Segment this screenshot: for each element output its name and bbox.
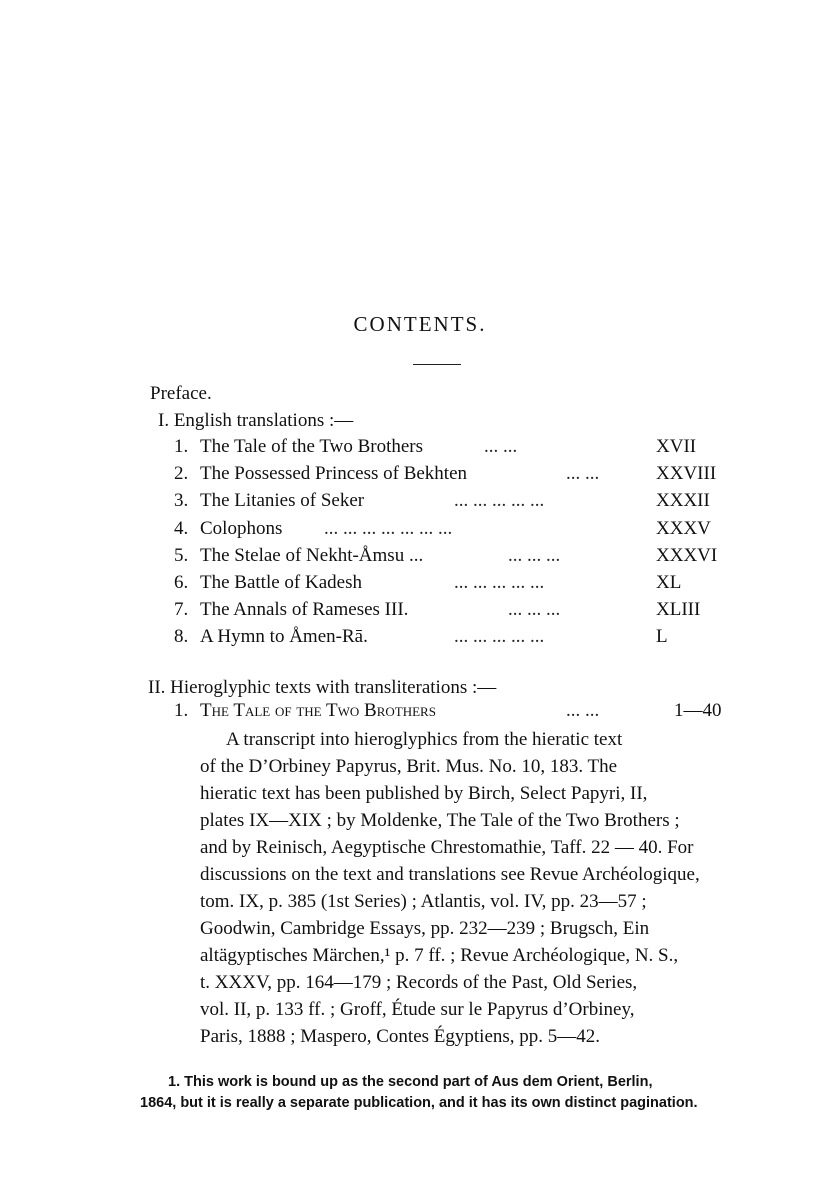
entry-page-ref: XXXV [656, 517, 711, 539]
toc-entry [174, 488, 726, 514]
entry-leader-dots: ... ... ... ... ... [454, 626, 545, 648]
entry-page-ref: XXXII [656, 490, 710, 512]
paragraph-line: vol. II, p. 133 ff. ; Groff, Étude sur le Papyrus d’Orbiney, [200, 999, 635, 1020]
paragraph-line: t. XXXV, pp. 164—179 ; Records of the Past, Old Series, [200, 972, 638, 993]
page-title: CONTENTS. [353, 312, 487, 336]
entry-leader-dots: ... ... [484, 436, 518, 457]
paragraph-line: plates IX—XIX ; by Moldenke, The Tale of the Two Brothers ; [200, 810, 680, 831]
paragraph-line: and by Reinisch, Aegyptische Chrestomathie, Taff. 22 — 40. For [200, 837, 694, 858]
paragraph-line: tom. IX, p. 385 (1st Series) ; Atlantis, vol. IV, pp. 23—57 ; [200, 891, 647, 912]
entry-title: The Tale of the Two Brothers [200, 700, 436, 721]
toc-entry [174, 597, 726, 623]
entry-number: 6. [174, 572, 189, 593]
toc-entry [174, 624, 726, 650]
entry-number: 3. [174, 490, 189, 512]
entry-number: 5. [174, 544, 189, 566]
entry-title: The Possessed Princess of Bekhten [200, 463, 468, 485]
toc-entry [174, 434, 726, 460]
section-1-heading: I. English translations :— [158, 410, 354, 431]
entry-page-ref: 1—40 [674, 700, 722, 721]
entry-page-ref: XL [656, 572, 682, 593]
entry-number: 4. [174, 517, 189, 539]
entry-leader-dots: ... ... ... ... ... ... ... [324, 517, 453, 539]
entry-leader-dots: ... ... [566, 463, 600, 485]
entry-number: 7. [174, 599, 189, 621]
entry-number: 1. [174, 436, 189, 457]
paragraph-line: of the D’Orbiney Papyrus, Brit. Mus. No. 10, 183. The [200, 756, 618, 777]
entry-number: 1. [174, 700, 189, 721]
entry-title: The Tale of the Two Brothers [200, 436, 423, 457]
entry-page-ref: XXXVI [656, 544, 718, 566]
entry-title: The Stelae of Nekht-Åmsu ... [200, 544, 424, 566]
entry-title: The Battle of Kadesh [200, 572, 362, 593]
entry-title: Colophons [200, 517, 283, 539]
entry-page-ref: XVII [656, 436, 697, 457]
entry-page-ref: XXVIII [656, 463, 717, 485]
entry-leader-dots: ... ... ... [508, 599, 561, 621]
preface-entry: Preface. [150, 383, 212, 404]
paragraph-line: discussions on the text and translations see Revue Archéologique, [200, 864, 700, 885]
entry-leader-dots: ... ... ... [508, 544, 561, 566]
entry-number: 8. [174, 626, 189, 648]
section-2-heading: II. Hieroglyphic texts with transliterations :— [148, 677, 497, 698]
entry-title: The Litanies of Seker [200, 490, 365, 512]
toc-entry [174, 543, 726, 569]
description-paragraph [200, 726, 726, 1050]
paragraph-line: Goodwin, Cambridge Essays, pp. 232—239 ; Brugsch, Ein [200, 918, 650, 939]
title-rule [413, 364, 461, 365]
entry-leader-dots: ... ... [566, 700, 600, 721]
toc-entry-hieroglyphic-1 [174, 698, 726, 724]
toc-entry [174, 516, 726, 542]
toc-entry [174, 570, 726, 596]
paragraph-line: hieratic text has been published by Birch, Select Papyri, II, [200, 783, 648, 804]
entry-leader-dots: ... ... ... ... ... [454, 572, 545, 593]
footnote-line: 1864, but it is really a separate publication, and it has its own distinct pagination. [140, 1095, 698, 1111]
entry-page-ref: XLIII [656, 599, 701, 621]
entry-title: A Hymn to Åmen-Rā. [200, 626, 368, 648]
entry-page-ref: L [656, 626, 668, 648]
footnote [140, 1072, 726, 1114]
paragraph-line: altägyptisches Märchen,¹ p. 7 ff. ; Revue Archéologique, N. S., [200, 945, 679, 966]
entry-title: The Annals of Rameses III. [200, 599, 409, 621]
entry-number: 2. [174, 463, 189, 485]
paragraph-line: A transcript into hieroglyphics from the hieratic text [226, 729, 623, 750]
entry-leader-dots: ... ... ... ... ... [454, 490, 545, 512]
paragraph-line: Paris, 1888 ; Maspero, Contes Égyptiens, pp. 5—42. [200, 1026, 601, 1047]
toc-entry [174, 461, 726, 487]
footnote-line: 1. This work is bound up as the second part of Aus dem Orient, Berlin, [168, 1074, 653, 1090]
